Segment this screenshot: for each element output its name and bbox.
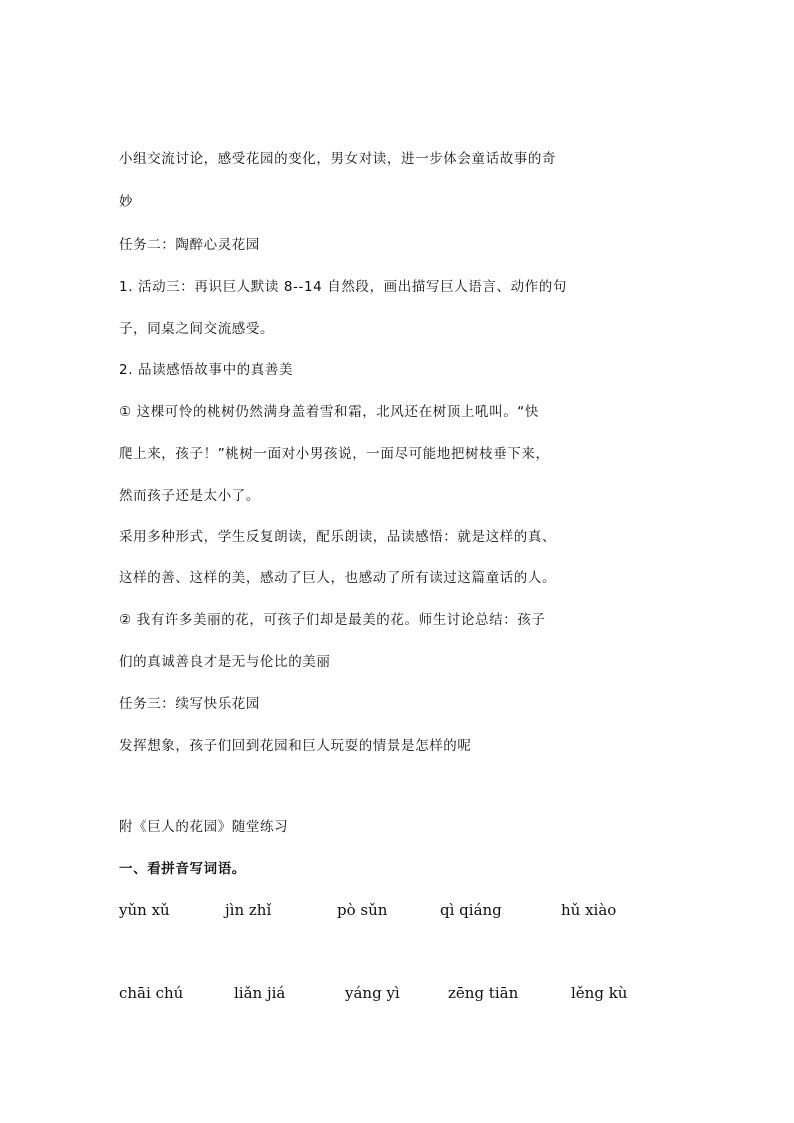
paragraph-line: 1. 活动三：再识巨人默读 8--14 自然段，画出描写巨人语言、动作的句	[119, 279, 567, 295]
pinyin-item: yáng yì	[345, 984, 400, 1002]
exercise-title: 附《巨人的花园》随堂练习	[119, 819, 289, 835]
pinyin-row-1	[119, 900, 679, 920]
pinyin-item: zēng tiān	[448, 984, 519, 1002]
paragraph-line: 小组交流讨论，感受花园的变化，男女对读，进一步体会童话故事的奇	[119, 151, 557, 167]
pinyin-item: qì qiáng	[440, 901, 502, 919]
paragraph-line: 妙	[119, 194, 134, 210]
pinyin-item: lěng kù	[571, 984, 628, 1002]
exercise-section-heading: 一、看拼音写词语。	[119, 861, 246, 877]
pinyin-item: hǔ xiào	[561, 901, 617, 919]
pinyin-item: yǔn xǔ	[119, 901, 170, 919]
pinyin-item: jìn zhǐ	[225, 901, 272, 919]
paragraph-line: 们的真诚善良才是无与伦比的美丽	[119, 654, 331, 670]
section-heading: 2. 品读感悟故事中的真善美	[119, 362, 294, 378]
pinyin-item: pò sǔn	[337, 901, 388, 919]
paragraph-line: 这样的善、这样的美，感动了巨人，也感动了所有读过这篇童话的人。	[119, 570, 557, 586]
quote-line: 爬上来，孩子！”桃树一面对小男孩说，一面尽可能地把树枝垂下来，	[119, 446, 550, 462]
section-heading: 任务二：陶醉心灵花园	[119, 237, 260, 253]
paragraph-line: 发挥想象，孩子们回到花园和巨人玩耍的情景是怎样的呢	[119, 738, 472, 754]
quote-line: 然而孩子还是太小了。	[119, 488, 260, 504]
pinyin-item: chāi chú	[119, 984, 184, 1002]
quote-line: ② 我有许多美丽的花，可孩子们却是最美的花。师生讨论总结：孩子	[119, 612, 546, 628]
section-heading: 任务三：续写快乐花园	[119, 696, 260, 712]
pinyin-item: liǎn jiá	[234, 984, 286, 1002]
pinyin-row-2	[119, 983, 679, 1003]
paragraph-line: 子，同桌之间交流感受。	[119, 321, 275, 337]
paragraph-line: 采用多种形式，学生反复朗读，配乐朗读，品读感悟：就是这样的真、	[119, 529, 557, 545]
quote-line: ① 这棵可怜的桃树仍然满身盖着雪和霜，北风还在树顶上吼叫。“快	[119, 404, 539, 420]
